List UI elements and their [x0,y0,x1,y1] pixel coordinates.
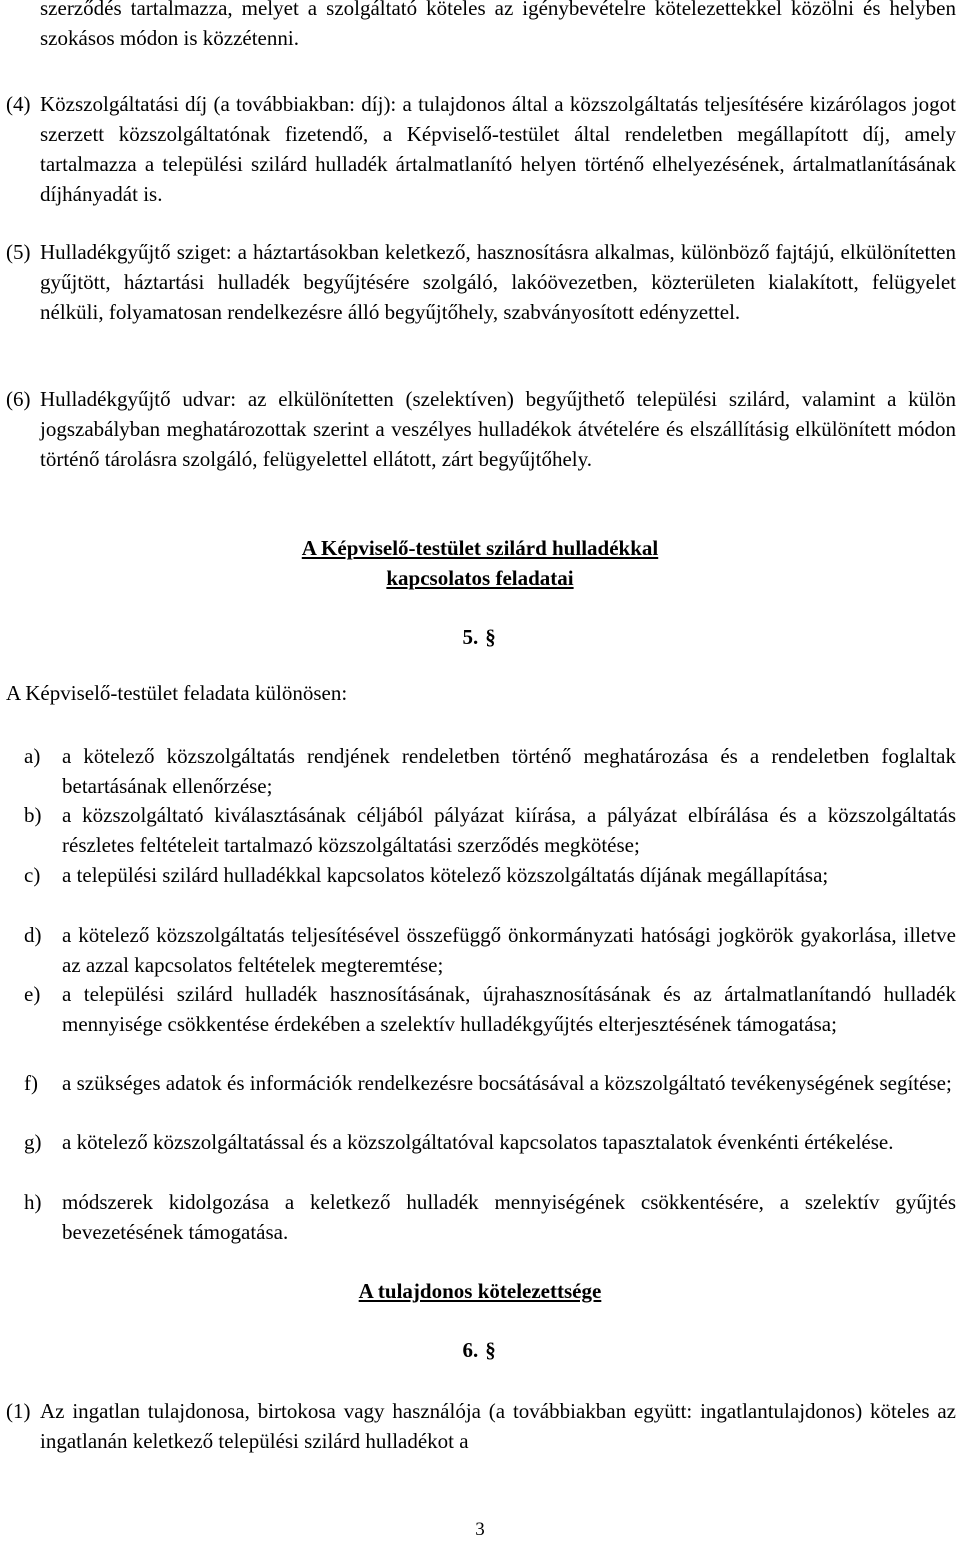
list-letter: c) [24,863,41,887]
section-symbol: § [485,625,496,649]
list-text: a szükséges adatok és információk rendelkezésre bocsátásával a közszolgáltató tevékenységének segítése; [62,1071,952,1095]
page-number: 3 [475,1519,485,1540]
paragraph-text: Közszolgáltatási díj (a továbbiakban: díj): a tulajdonos által a közszolgáltatás teljesítésére kizárólagos jogot szerzett közszolgáltatónak fizetendő, a Képviselő-testület által rendeletben megállapított díj, amely tartalmazza a települési szilárd hulladék ártalmatlanító helyen történő elhelyezésének, ártalmatlanításának díjhányadát is. [40,92,956,206]
list-letter: d) [24,923,42,947]
list-text: a kötelező közszolgáltatás rendjének rendeletben történő meghatározása és a rendeletben foglaltak betartásának ellenőrzése; [62,744,956,798]
list-item-e [24,979,956,1039]
list-letter: a) [24,744,41,768]
paragraph-text: Az ingatlan tulajdonosa, birtokosa vagy használója (a továbbiakban együtt: ingatlantulajdonos) köteles az ingatlanán keletkező települési szilárd hulladékot a [40,1399,956,1453]
list-letter: f) [24,1071,38,1095]
section-6-paragraph-1 [6,1396,956,1456]
definition-paragraph-4 [6,89,956,209]
list-letter: h) [24,1190,42,1214]
paragraph-number: (4) [6,92,31,116]
list-text: a települési szilárd hulladékkal kapcsolatos kötelező közszolgáltatás díjának megállapítása; [62,863,829,887]
list-item-d [24,920,956,980]
list-item-g [24,1127,956,1157]
list-text: a közszolgáltató kiválasztásának céljából pályázat kiírása, a pályázat elbírálása és a közszolgáltatás részletes feltételeit tartalmazó közszolgáltatási szerződés megkötése; [62,803,956,857]
section-5-heading-line-2: kapcsolatos feladatai [386,566,574,590]
section-number: 5. [462,625,479,649]
paragraph-text: Hulladékgyűjtő udvar: az elkülönítetten (szelektíven) begyűjthető települési szilárd, valamint a külön jogszabályban meghatározottak szerint a veszélyes hulladékok átvételére és elszállításig elkülönített módon történő tárolásra szolgáló, felügyelettel ellátott, zárt begyűjtőhely. [40,387,956,471]
section-symbol: § [485,1338,496,1362]
paragraph-number: (6) [6,387,31,411]
list-text: a kötelező közszolgáltatással és a közszolgáltatóval kapcsolatos tapasztalatok évenkénti értékelése. [62,1130,894,1154]
list-text: módszerek kidolgozása a keletkező hulladék mennyiségének csökkentésére, a szelektív gyűjtés bevezetésének támogatása. [62,1190,956,1244]
continuation-paragraph: szerződés tartalmazza, melyet a szolgáltató köteles az igénybevételre kötelezettekkel közölni és helyben szokásos módon is közzétenni. [40,0,956,50]
list-item-f [24,1068,956,1098]
paragraph-text: Hulladékgyűjtő sziget: a háztartásokban keletkező, hasznosításra alkalmas, különböző fajtájú, elkülönítetten gyűjtött, háztartási hulladék begyűjtésére szolgáló, lakóövezetben, közterületen kialakított, felügyelet nélküli, folyamatosan rendelkezésre álló begyűjtőhely, szabványosított edényzettel. [40,240,956,324]
list-item-h [24,1187,956,1247]
list-item-c [24,860,956,890]
list-text: a kötelező közszolgáltatás teljesítésével összefüggő önkormányzati hatósági jogkörök gyakorlása, illetve az azzal kapcsolatos feltételek megteremtése; [62,923,956,977]
list-letter: g) [24,1130,42,1154]
list-item-a [24,741,956,801]
list-letter: b) [24,803,42,827]
section-6-heading: A tulajdonos kötelezettsége [358,1279,602,1303]
list-item-b [24,800,956,860]
list-text: a települési szilárd hulladék hasznosításának, újrahasznosításának és az ártalmatlanítandó hulladék mennyisége csökkentése érdekében a szelektív hulladékgyűjtés elterjesztésének támogatása; [62,982,956,1036]
paragraph-number: (1) [6,1399,31,1423]
list-letter: e) [24,982,41,1006]
section-number: 6. [462,1338,479,1362]
section-5-heading-line-1: A Képviselő-testület szilárd hulladékkal [301,536,659,560]
section-6-number [0,1335,960,1365]
definition-paragraph-6 [6,384,956,474]
paragraph-number: (5) [6,240,31,264]
section-5-intro: A Képviselő-testület feladata különösen: [6,681,348,705]
section-5-number [0,622,960,652]
definition-paragraph-5 [6,237,956,327]
